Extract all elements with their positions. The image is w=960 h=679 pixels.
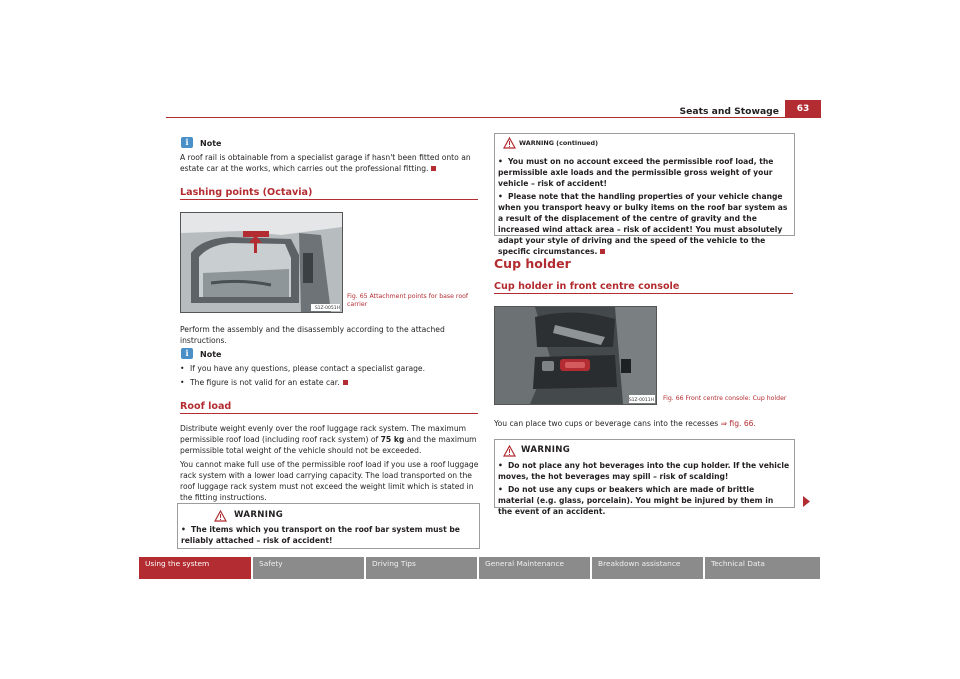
tab-breakdown-assistance[interactable]: Breakdown assistance xyxy=(592,557,703,579)
end-mark-icon xyxy=(343,380,348,385)
figure-reference-link[interactable]: ⇒ fig. 66. xyxy=(720,419,756,428)
figure-cup-holder xyxy=(494,306,657,405)
assembly-text: Perform the assembly and the disassembly according to the attached instructions. xyxy=(180,325,445,345)
warning-triangle-icon xyxy=(503,445,516,457)
figure-code: S1Z-0011H xyxy=(628,398,654,403)
section-title-roof-load: Roof load xyxy=(180,401,232,412)
warning-label: WARNING xyxy=(234,510,284,520)
note-label: Note xyxy=(200,139,222,148)
tab-using-the-system[interactable]: Using the system xyxy=(139,557,251,579)
header-rule xyxy=(166,117,821,118)
figure-caption: Fig. 65 Attachment points for base roof carrier xyxy=(347,293,469,308)
warning-box xyxy=(177,503,480,549)
continue-arrow-icon xyxy=(802,496,811,507)
tab-driving-tips[interactable]: Driving Tips xyxy=(366,557,477,579)
note-list xyxy=(180,363,480,388)
list-item: • Do not place any hot beverages into the cup holder. If the vehicle moves, the hot beverages may spill – risk of scalding! xyxy=(498,461,790,481)
list-item: • Do not use any cups or beakers which are made of brittle material (e.g. glass, porcelain). You might be injured by them in the event of an accident. xyxy=(498,485,774,516)
note-label: Note xyxy=(200,350,222,359)
warning-label: WARNING xyxy=(521,445,571,455)
warning-continued-label: WARNING (continued) xyxy=(519,139,598,147)
figure-code: S1Z-0051H xyxy=(314,306,340,311)
warning-list xyxy=(498,156,790,257)
section-title-lashing: Lashing points (Octavia) xyxy=(180,187,313,198)
bottom-tab-bar xyxy=(139,557,822,579)
cup-holder-text: You can place two cups or beverage cans into the recesses ⇒ fig. 66. xyxy=(494,419,756,428)
figure-caption: Fig. 66 Front centre console: Cup holder xyxy=(663,395,787,402)
warning-list xyxy=(498,460,790,517)
warning-triangle-icon xyxy=(214,510,227,522)
note-icon: i xyxy=(181,137,193,148)
section-rule xyxy=(180,413,478,414)
section-title-cup-holder: Cup holder in front centre console xyxy=(494,281,680,292)
list-item: • The figure is not valid for an estate car. xyxy=(180,377,480,388)
end-mark-icon xyxy=(431,166,436,171)
section-rule xyxy=(494,293,793,294)
roof-load-text xyxy=(180,423,480,503)
list-item: • You must on no account exceed the permissible roof load, the permissible axle loads and the permissible gross weight of your vehicle – risk of accident! xyxy=(498,157,774,188)
warning-box xyxy=(494,439,795,516)
list-item: • If you have any questions, please contact a specialist garage. xyxy=(180,364,426,373)
tab-technical-data[interactable]: Technical Data xyxy=(705,557,820,579)
note-icon: i xyxy=(181,348,193,359)
warning-continued-box xyxy=(494,133,795,256)
center-console-image xyxy=(495,307,656,404)
running-header-title: Seats and Stowage xyxy=(679,106,779,117)
warning-item: • The items which you transport on the roof bar system must be reliably attached – risk of accident! xyxy=(181,525,460,545)
chapter-title-cup-holder: Cup holder xyxy=(494,256,571,271)
note-text: A roof rail is obtainable from a specialist garage if hasn't been fitted onto an estate car at the works, which carries out the professional fitting. xyxy=(180,153,471,173)
tab-general-maintenance[interactable]: General Maintenance xyxy=(479,557,590,579)
paragraph: Distribute weight evenly over the roof luggage rack system. The maximum permissible roof load (including roof rack system) of 75 kg and the maximum permissible total weight of the vehicle should not be exceeded. xyxy=(180,424,477,455)
figure-roof-attachment xyxy=(180,212,343,313)
list-item: • Please note that the handling properties of your vehicle change when you transport heavy or bulky items on the roof bar system as a result of the displacement of the centre of gravity and the increased wind attack area – risk of accident! You must absolutely adapt your style of driving and the speed of the vehicle to the specific circumstances. xyxy=(498,192,788,256)
tab-safety[interactable]: Safety xyxy=(253,557,364,579)
paragraph: You cannot make full use of the permissible roof load if you use a roof luggage rack system with a lower load carrying capacity. The load transported on the roof luggage rack system must not exceed the weight limit which is stated in the fitting instructions. xyxy=(180,460,479,502)
end-mark-icon xyxy=(600,249,605,254)
warning-triangle-icon xyxy=(503,137,516,149)
page-number: 63 xyxy=(785,100,821,118)
car-door-image xyxy=(181,213,342,312)
section-rule xyxy=(180,199,478,200)
